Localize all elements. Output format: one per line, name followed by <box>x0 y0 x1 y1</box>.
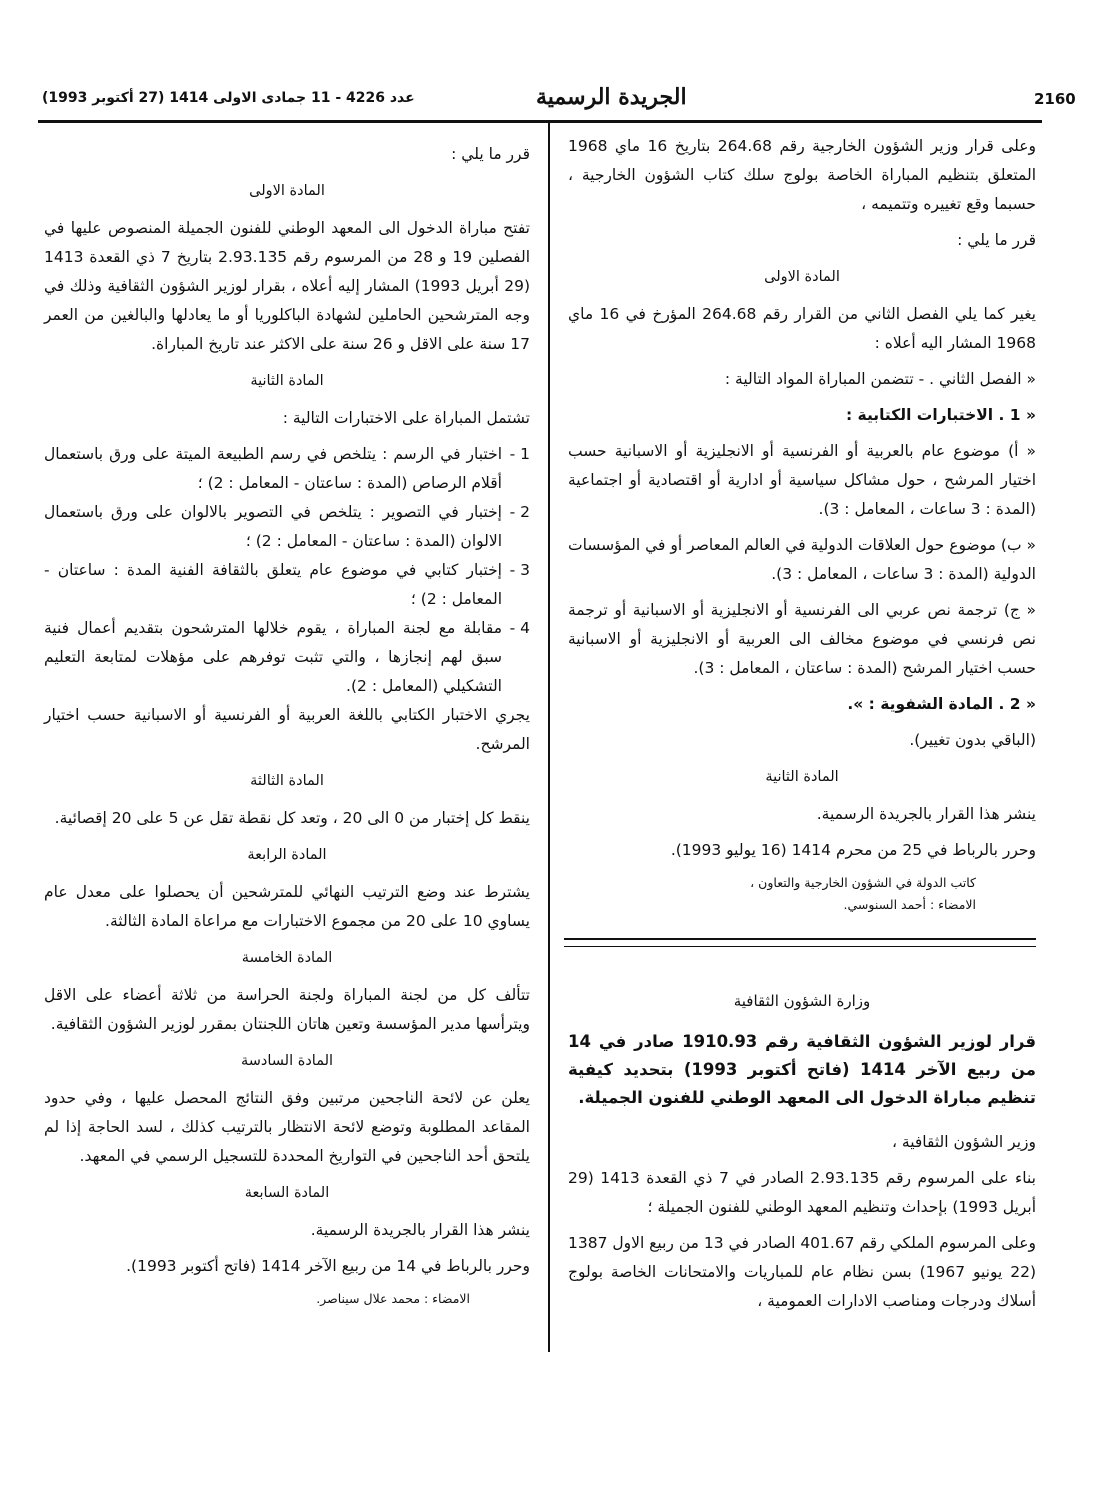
intro-paragraph: وعلى قرار وزير الشؤون الخارجية رقم 264.68 بتاريخ 16 ماي 1968 المتعلق بتنظيم المباراة الخاصة بولوج سلك كتاب الشؤون الخارجية ، حسبما وقع تغييره وتتميمه ، <box>568 137 1036 213</box>
article-heading: المادة السادسة <box>240 1053 334 1069</box>
decree-title: قرار لوزير الشؤون الثقافية رقم 1910.93 صادر في 14 من ربيع الآخر 1414 (فاتح أكتوبر 1993) بتحديد كيفية تنظيم مباراة الدخول الى المعهد الوطني للفنون الجميلة. <box>568 1032 1037 1107</box>
signatory-title: كاتب الدولة في الشؤون الخارجية والتعاون ، <box>750 875 976 890</box>
article-text: ينقط كل إختبار من 0 الى 20 ، وتعد كل نقطة تقل عن 5 على 20 إقصائية. <box>54 809 530 827</box>
list-item <box>44 614 530 701</box>
left-column <box>44 140 530 1310</box>
based-on-paragraph: بناء على المرسوم رقم 2.93.135 الصادر في 7 ذي القعدة 1413 (29 أبريل 1993) بإحداث وتنظيم المعهد الوطني للفنون الجميلة ؛ <box>568 1169 1036 1216</box>
column-divider <box>548 122 550 1352</box>
article-heading: المادة الثانية <box>250 373 324 389</box>
list-text: إختبار كتابي في موضوع عام يتعلق بالثقافة الفنية المدة : ساعتان - المعامل : 2) ؛ <box>44 561 502 608</box>
list-item <box>44 440 530 498</box>
list-number: 3 - <box>509 561 530 579</box>
list-text: اختبار في الرسم : يتلخص في رسم الطبيعة الميتة على ورق باستعمال أقلام الرصاص (المدة : ساعتان - المعامل : 2) ؛ <box>44 445 502 492</box>
issue-info: عدد 4226 - 11 جمادى الاولى 1414 (27 أكتوبر 1993) <box>42 90 415 106</box>
royal-decree-paragraph: وعلى المرسوم الملكي رقم 401.67 الصادر في 13 من ربيع الاول 1387 (22 يونيو 1967) بسن نظام عام للمباريات والامتحانات الخاصة بولوج أسلاك ودرجات ومناصب الادارات العمومية ، <box>567 1234 1036 1310</box>
item-b: « ب) موضوع حول العلاقات الدولية في العالم المعاصر أو في المؤسسات الدولية (المدة : 3 ساعات ، المعامل : 3). <box>568 536 1036 583</box>
list-number: 2 - <box>509 503 530 521</box>
right-column <box>568 132 1036 1323</box>
minister-line: وزير الشؤون الثقافية ، <box>891 1133 1036 1151</box>
list-number: 1 - <box>509 445 530 463</box>
signature-block <box>568 872 1036 916</box>
list-text: إختبار في التصوير : يتلخص في التصوير بالالوان على ورق باستعمال الالوان (المدة : ساعتان - المعامل : 2) ؛ <box>44 503 502 550</box>
article-text: تفتح مباراة الدخول الى المعهد الوطني للفنون الجميلة المنصوص عليها في الفصلين 19 و 28 من المرسوم رقم 2.93.135 بتاريخ 7 ذي القعدة 1413 (29 أبريل 1993) المشار إليه أعلاه ، بقرار لوزير الشؤون الثقافية وذلك في وجه المترشحين الحاملين لشهادة الباكلوريا أو ما يعادلها والبالغين من العمر 17 سنة على الاقل و 26 سنة على الاكثر عند تاريخ المباراة. <box>44 219 531 353</box>
signature: الامضاء : محمد علال سيناصر. <box>316 1291 470 1306</box>
chapter-line: « الفصل الثاني . - تتضمن المباراة المواد التالية : <box>724 370 1036 388</box>
header-rule <box>38 120 1042 123</box>
journal-name: الجريدة الرسمية <box>536 84 687 110</box>
decides-line: قرر ما يلي : <box>957 231 1036 249</box>
article-text: يغير كما يلي الفصل الثاني من القرار رقم 264.68 المؤرخ في 16 ماي 1968 المشار اليه أعلاه : <box>568 305 1036 352</box>
article-heading: المادة الثالثة <box>250 773 324 789</box>
article-heading: المادة الاولى <box>249 183 325 199</box>
article-text: ينشر هذا القرار بالجريدة الرسمية. <box>310 1221 530 1239</box>
article-heading: المادة الخامسة <box>241 950 333 966</box>
page-header <box>36 84 1076 114</box>
item-a: « أ) موضوع عام بالعربية أو الفرنسية أو الانجليزية أو الاسبانية حسب اختيار المرشح ، حول مشاكل سياسية أو ادارية أو اقتصادية أو اجتماعية (المدة : 3 ساعات ، المعامل : 3). <box>568 442 1036 518</box>
section-separator-thin <box>564 946 1036 947</box>
done-at: وحرر بالرباط في 25 من محرم 1414 (16 يوليو 1993). <box>670 841 1036 859</box>
page-number: 2160 <box>1034 90 1076 108</box>
section-separator <box>564 938 1036 940</box>
article-heading: المادة الاولى <box>764 269 840 285</box>
article-text: ينشر هذا القرار بالجريدة الرسمية. <box>816 805 1036 823</box>
done-at: وحرر بالرباط في 14 من ربيع الآخر 1414 (فاتح أكتوبر 1993). <box>126 1257 530 1275</box>
decides-line: قرر ما يلي : <box>451 145 530 163</box>
oral-heading: « 2 . المادة الشفوية : ». <box>847 695 1036 713</box>
article-heading: المادة السابعة <box>244 1185 330 1201</box>
item-c: « ج) ترجمة نص عربي الى الفرنسية أو الانجليزية أو الاسبانية أو ترجمة نص فرنسي في موضوع مخالف الى العربية أو الانجليزية أو الاسبانية حسب اختيار المرشح (المدة : ساعتان ، المعامل : 3). <box>568 601 1036 677</box>
signature: الامضاء : أحمد السنوسي. <box>843 897 976 912</box>
article-text: تتألف كل من لجنة المباراة ولجنة الحراسة من ثلاثة أعضاء على الاقل ويترأسها مدير المؤسسة وتعين هاتان اللجنتان بمقرر لوزير الشؤون الثقافية. <box>44 986 530 1033</box>
ministry-name: وزارة الشؤون الثقافية <box>733 992 871 1010</box>
article-heading: المادة الرابعة <box>247 847 327 863</box>
list-number: 4 - <box>509 619 530 637</box>
list-item <box>44 556 530 614</box>
article-text: يشترط عند وضع الترتيب النهائي للمترشحين أن يحصلوا على معدل عام يساوي 10 على 20 من مجموع الاختبارات مع مراعاة المادة الثالثة. <box>44 883 530 930</box>
list-item <box>44 498 530 556</box>
article-text: يعلن عن لائحة الناجحين مرتبين وفق النتائج المحصل عليها ، وفي حدود المقاعد المطلوبة وتوضع لائحة الانتظار بالترتيب كذلك ، لسد الحاجة إذا لم يلتحق أحد الناجحين في التواريخ المحددة للتسجيل الرسمي في المعهد. <box>44 1089 530 1165</box>
list-text: مقابلة مع لجنة المباراة ، يقوم خلالها المترشحون بتقديم أعمال فنية سبق لهم إنجازها ، والتي تثبت توفرهم على مؤهلات لمتابعة التعليم التشكيلي (المعامل : 2). <box>44 619 502 695</box>
article-intro: تشتمل المباراة على الاختبارات التالية : <box>282 409 530 427</box>
unchanged-note: (الباقي بدون تغيير). <box>909 731 1036 749</box>
article-heading: المادة الثانية <box>765 769 839 785</box>
article-note: يجري الاختبار الكتابي باللغة العربية أو الفرنسية أو الاسبانية حسب اختيار المرشح. <box>44 706 530 753</box>
written-tests-heading: « 1 . الاختبارات الكتابية : <box>845 406 1036 424</box>
